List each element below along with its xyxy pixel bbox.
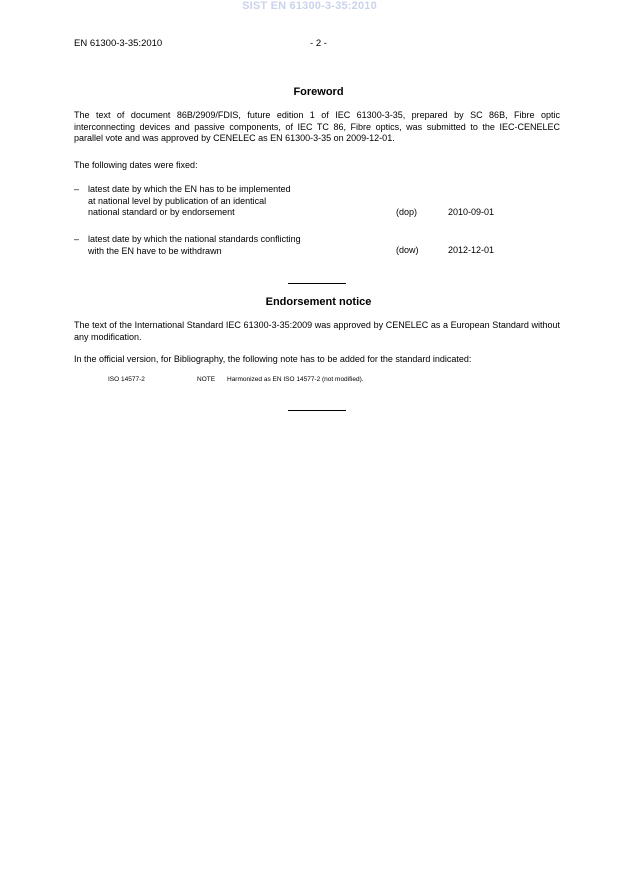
date-item-line: national standard or by endorsement xyxy=(88,207,235,217)
header-page-number: - 2 - xyxy=(310,38,327,49)
note-standard: ISO 14577-2 xyxy=(108,376,145,383)
list-dash: – xyxy=(74,184,80,194)
foreword-title: Foreword xyxy=(293,86,344,98)
endorsement-title: Endorsement notice xyxy=(265,296,372,308)
bibliography-intro: In the official version, for Bibliography, the following note has to be added for the standard indicated: xyxy=(74,354,472,364)
dates-intro: The following dates were fixed: xyxy=(74,160,198,170)
date-item-dow xyxy=(74,234,560,262)
note-text: Harmonized as EN ISO 14577-2 (not modified). xyxy=(227,376,364,383)
date-abbreviation: (dop) xyxy=(396,207,418,217)
foreword-paragraph: The text of document 86B/2909/FDIS, future edition 1 of IEC 61300-3-35, prepared by SC 86B, Fibre optic interconnecting devices and passive components, of IEC TC 86, Fibre optics, was submitted to the IEC-CENELEC parallel vote and was approved by CENELEC as EN 61300-3-35 on 2009-12-01. xyxy=(74,110,560,143)
date-item-line: at national level by publication of an identical xyxy=(88,195,267,206)
date-value: 2010-09-01 xyxy=(448,207,495,217)
note-label: NOTE xyxy=(197,376,216,383)
header-document-id: EN 61300-3-35:2010 xyxy=(74,38,163,49)
date-item-description xyxy=(88,234,388,257)
date-item-line: latest date by which the EN has to be implemented xyxy=(88,184,291,194)
date-value: 2012-12-01 xyxy=(448,245,495,255)
date-item-dop xyxy=(74,184,560,224)
list-dash: – xyxy=(74,234,80,244)
date-item-description xyxy=(88,184,388,219)
section-divider xyxy=(288,283,346,284)
date-item-line: latest date by which the national standards conflicting xyxy=(88,234,301,244)
date-item-line: with the EN have to be withdrawn xyxy=(88,245,222,256)
date-abbreviation: (dow) xyxy=(396,245,419,255)
watermark: SIST EN 61300-3-35:2010 xyxy=(242,0,377,12)
end-divider xyxy=(288,410,346,411)
endorsement-paragraph: The text of the International Standard IEC 61300-3-35:2009 was approved by CENELEC as a European Standard without any modification. xyxy=(74,320,560,342)
